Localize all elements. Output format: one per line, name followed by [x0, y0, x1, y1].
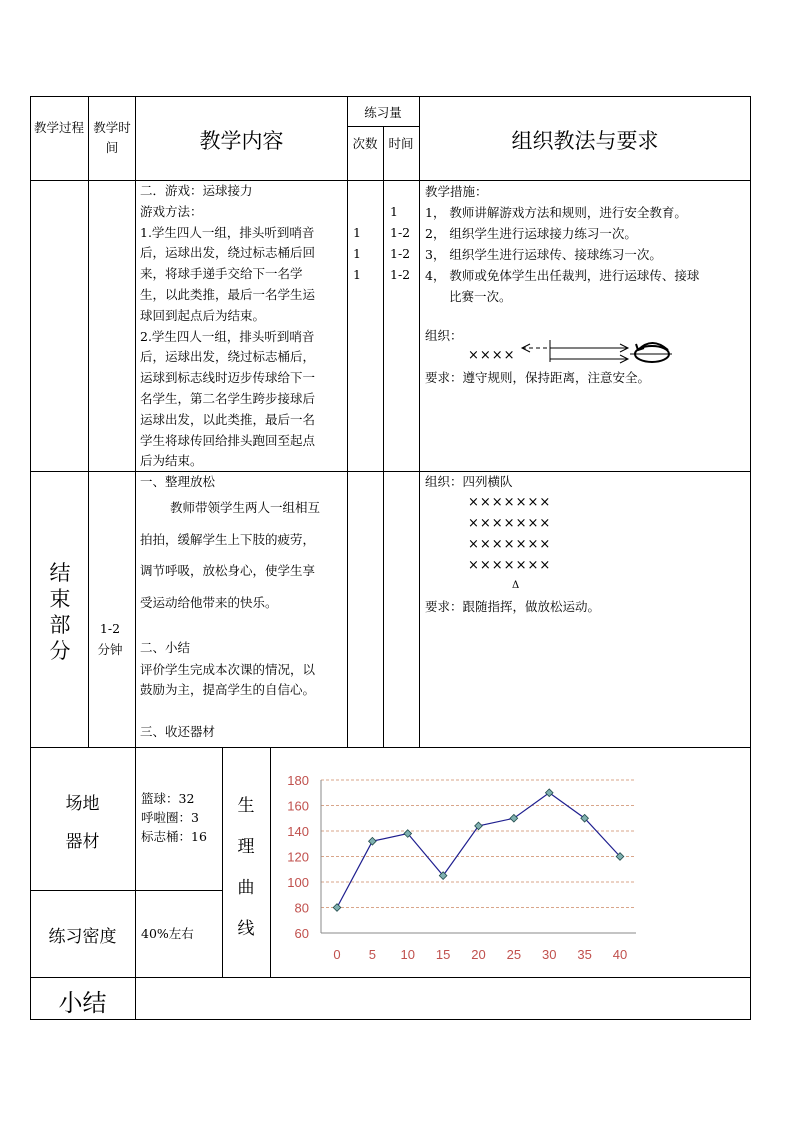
rule — [30, 1019, 750, 1020]
ending-line: 调节呼吸，放松身心，使学生享 — [140, 563, 316, 578]
summary-label: 小结 — [58, 989, 107, 1017]
equipment-item: 呼啦圈：3 — [141, 810, 199, 825]
game-lines — [140, 181, 315, 472]
count-value: 1 — [353, 225, 361, 240]
ending-line: 一、整理放松 — [140, 474, 216, 489]
measure-item: 1， 教师讲解游戏方法和规则，进行安全教育。 — [425, 205, 687, 220]
header-time-text: 教学时间 — [93, 120, 131, 155]
rule — [30, 747, 750, 748]
rule — [88, 96, 89, 747]
game-line: 2.学生四人一组，排头听到哨音 — [140, 328, 315, 344]
measure-item: 3， 组织学生进行运球传、接球练习一次。 — [425, 247, 662, 262]
x-tick-label: 10 — [400, 947, 415, 962]
vertical-char: 线 — [237, 919, 255, 939]
density-value: 40%左右 — [141, 926, 194, 941]
header-method: 组织教法与要求 — [511, 129, 659, 153]
vertical-char: 分 — [49, 639, 71, 663]
vertical-char: 束 — [49, 587, 71, 611]
vertical-char: 生 — [237, 796, 255, 816]
measure-item: 4， 教师或免体学生出任裁判，进行运球传、接球 — [425, 268, 700, 283]
ending-time-unit: 分钟 — [97, 642, 123, 657]
relay-diagram — [520, 336, 680, 372]
ending-part-label — [40, 560, 80, 664]
rule — [30, 96, 750, 97]
formation-row: ××××××× — [468, 537, 552, 552]
curve-label — [222, 786, 270, 950]
count-value: 1 — [353, 267, 361, 282]
teacher-mark: Δ — [512, 580, 520, 591]
y-tick-label: 140 — [287, 824, 309, 839]
y-tick-label: 80 — [294, 900, 309, 916]
ending-line: 评价学生完成本次课的情况，以 — [140, 662, 316, 677]
rule — [30, 890, 222, 891]
game-line: 球回到起点后为结束。 — [140, 307, 266, 323]
rule — [419, 96, 420, 747]
data-point — [510, 814, 518, 822]
equipment-item: 标志桶：16 — [141, 829, 207, 844]
time-value: 1 — [390, 204, 398, 219]
x-tick-label: 5 — [368, 947, 376, 962]
org-label: 组织： — [425, 328, 463, 343]
rule — [383, 126, 384, 747]
header-content: 教学内容 — [199, 129, 284, 153]
ending-line: 鼓励为主，提高学生的自信心。 — [140, 682, 316, 697]
rule — [347, 96, 348, 747]
ending-line: 二、小结 — [140, 640, 191, 655]
rule — [30, 977, 750, 978]
header-exercise: 练习量 — [364, 105, 402, 120]
equipment-list — [141, 789, 207, 846]
header-time — [92, 118, 132, 158]
rule — [750, 96, 751, 1020]
game-line: 名学生，第二名学生跨步接球后 — [140, 390, 316, 406]
rule — [30, 96, 31, 1020]
x-tick-label: 25 — [506, 947, 522, 962]
game-requirement: 要求：遵守规则，保持距离，注意安全。 — [425, 370, 651, 385]
ending-line: 教师带领学生两人一组相互 — [170, 500, 321, 515]
formation-row: ××××××× — [468, 558, 552, 573]
game-line: 学生将球传回给排头跑回至起点 — [140, 432, 316, 448]
rule — [30, 471, 750, 472]
vertical-char: 理 — [237, 837, 255, 857]
game-line: 二．游戏：运球接力 — [140, 183, 253, 198]
venue-label-2: 器材 — [65, 832, 100, 852]
game-line: 运球出发，以此类推，最后一名 — [140, 411, 316, 427]
ending-line: 受运动给他带来的快乐。 — [140, 595, 278, 610]
physiological-curve-chart — [271, 760, 671, 970]
header-process — [34, 118, 84, 138]
header-count-text: 次数 — [352, 136, 378, 151]
data-point — [545, 789, 553, 797]
header-process-text: 教学过程 — [34, 120, 85, 135]
game-counts — [353, 222, 361, 285]
density-label: 练习密度 — [48, 927, 117, 947]
time-value: 1-2 — [390, 225, 411, 240]
game-line: 后为结束。 — [140, 453, 203, 469]
series-line — [337, 793, 620, 908]
game-line: 后，运球出发，绕过标志桶后回 — [140, 245, 316, 261]
y-tick-label: 100 — [287, 875, 309, 890]
ending-label-text — [40, 560, 80, 664]
game-line: 生，以此类推，最后一名学生运 — [140, 286, 316, 302]
time-value: 1-2 — [390, 267, 411, 282]
data-point — [333, 904, 341, 912]
game-content — [140, 181, 315, 472]
y-tick-label: 60 — [294, 926, 309, 941]
game-line: 后，运球出发，绕过标志桶后， — [140, 349, 316, 365]
data-point — [369, 837, 377, 845]
game-line: 来，将球手递手交给下一名学 — [140, 266, 303, 282]
game-line: 运球到标志线时迈步传球给下一 — [140, 370, 316, 386]
ending-requirement: 要求：跟随指挥，做放松运动。 — [425, 599, 601, 614]
vertical-char: 结 — [49, 561, 71, 585]
time-value: 1-2 — [390, 246, 411, 261]
count-value: 1 — [353, 246, 361, 261]
y-tick-label: 120 — [287, 849, 309, 865]
ending-org-title: 组织：四列横队 — [425, 474, 513, 489]
measure-item: 比赛一次。 — [449, 289, 512, 304]
game-times — [390, 201, 410, 285]
x-tick-label: 40 — [612, 947, 628, 962]
ending-line: 拍拍，缓解学生上下肢的疲劳， — [140, 532, 316, 547]
x-tick-label: 15 — [435, 947, 451, 962]
x-tick-label: 35 — [577, 947, 592, 962]
measure-item: 2， 组织学生进行运球接力练习一次。 — [425, 226, 637, 241]
venue-label-1: 场地 — [65, 794, 100, 814]
header-count — [350, 134, 380, 154]
measures-title: 教学措施： — [425, 184, 488, 199]
ending-time — [90, 618, 130, 660]
y-tick-label: 160 — [287, 798, 309, 814]
x-tick-label: 30 — [542, 947, 557, 962]
game-line: 1.学生四人一组，排头听到哨音 — [140, 224, 315, 240]
x-tick-label: 0 — [333, 947, 341, 962]
venue-label — [30, 785, 135, 861]
x-tick-label: 20 — [471, 947, 486, 962]
header-duration-text: 时间 — [388, 136, 414, 151]
game-method — [425, 181, 699, 307]
ending-line: 三、收还器材 — [140, 724, 216, 739]
ending-time-value: 1-2 — [99, 621, 121, 636]
relay-formation: ×××× — [468, 348, 516, 363]
formation-row: ××××××× — [468, 516, 552, 531]
equipment-item: 篮球：32 — [141, 791, 195, 806]
game-line: 游戏方法： — [140, 203, 203, 219]
vertical-char: 部 — [49, 613, 71, 637]
vertical-char: 曲 — [237, 878, 255, 898]
formation-row: ××××××× — [468, 495, 552, 510]
header-duration — [388, 134, 414, 154]
curve-label-text — [222, 786, 270, 950]
rule — [135, 96, 136, 1020]
data-point — [475, 822, 483, 830]
y-tick-label: 180 — [287, 773, 309, 788]
